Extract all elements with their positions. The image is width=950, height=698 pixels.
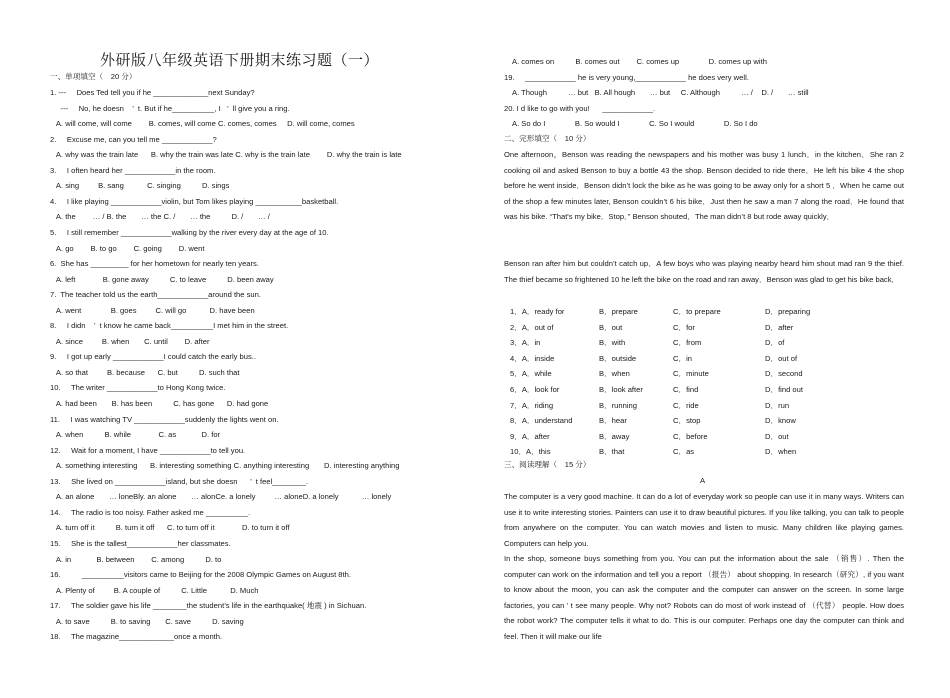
cloze-option: C．ride (673, 400, 699, 410)
cloze-option: B．that (599, 447, 625, 457)
cloze-paragraph-1: One afternoon，Benson was reading the newspapers and his mother was busy 1 lunch．in the kitchen．She ran 2 cooking oil and asked Benson to buy a bottle 43 the shop. Benson decided to ride there．He left his bike 4 the shop before he went inside．Benson didn’t lock the bike as he was going to be away only for a short 5 ．When he came out of the shop a few minutes later, Benson couldn’t 6 his bike．Just then he saw a man 7 along the road．He found that was his bike. “That's my bike．Stop．” Benson shouted．The man didn’t 8 but rode away quickly． (504, 150, 904, 222)
question-line: 1. --- Does Ted tell you if he _____________next Sunday? (50, 88, 255, 97)
question-line: 7. The teacher told us the earth____________around the sun. (50, 290, 261, 300)
cloze-option: B．look after (599, 385, 643, 394)
question-line: A. went B. goes C. will go D. have been (50, 305, 255, 315)
cloze-option: D．out (765, 431, 789, 441)
cloze-option: 3．A．in (510, 338, 541, 348)
cloze-option: C．before (673, 431, 708, 441)
cloze-paragraph-2: Benson ran after him but couldn’t catch up．A few boys who was playing nearby heard him shout mad ran 9 the thief. The thief became so frightened 10 he left the bike on the road and ran away．Benson was glad to get his bike back． (504, 259, 904, 284)
cloze-option: B．outside (599, 353, 637, 363)
page-title: 外研版八年级英语下册期末练习题（一） (100, 52, 380, 69)
cloze-option: B．hear (599, 416, 627, 426)
question-line: A. comes on B. comes out C. comes up D. comes up with (504, 57, 767, 66)
cloze-option: D．second (765, 369, 803, 379)
cloze-option: 4．A．inside (510, 353, 555, 363)
cloze-option: B．out (599, 322, 623, 332)
cloze-option: 9．A．after (510, 431, 550, 441)
question-line: A. to save B. to saving C. save D. saving (50, 616, 244, 626)
cloze-option: C．in (673, 353, 692, 363)
reading-heading: A (700, 476, 706, 485)
question-line: 12. Wait for a moment, I have ____________to tell you. (50, 445, 246, 455)
question-line: A. left B. gone away C. to leave D. been away (50, 274, 274, 284)
question-line: A. turn off it B. turn it off C. to turn off it D. to turn it off (50, 523, 290, 533)
question-line: 3. I often heard her ____________in the room. (50, 165, 216, 175)
question-line: A. Though … but B. All hough … but C. Although … / D. / … still (504, 88, 809, 98)
question-line: A. had been B. has been C. has gone D. had gone (50, 399, 269, 408)
cloze-option: 2．A．out of (510, 322, 554, 332)
question-line: A. since B. when C. until D. after (50, 336, 210, 346)
question-line: 5. I still remember ____________walking by the river every day at the age of 10. (50, 227, 329, 237)
question-line: 8. I didn ’ t know he came back__________I met him in the street. (50, 321, 289, 331)
question-line: 19. ____________ he is very young,____________ he does very well. (504, 72, 749, 82)
cloze-option: D．of (765, 338, 785, 348)
cloze-option: B．running (599, 400, 637, 410)
cloze-option: 10．A．this (510, 447, 551, 457)
cloze-option: C．minute (673, 369, 709, 379)
cloze-option: D．preparing (765, 307, 811, 316)
cloze-option: B．away (599, 431, 630, 441)
cloze-option: D．out of (765, 353, 798, 363)
cloze-option: 7．A．riding (510, 400, 554, 410)
question-line: 2. Excuse me, can you tell me ____________? (50, 134, 217, 144)
question-line: 18. The magazine_____________once a month. (50, 632, 223, 642)
cloze-option: C．find (673, 385, 699, 394)
question-line: 11. I was watching TV ____________suddenly the lights went on. (50, 414, 279, 424)
reading-paragraph-2: In the shop, someone buys something from you. You can put the information about the sale （销售）. Then the computer can work on the information and tell you a report （报告） about shopping. In research（研究）, if you want to know about the moon, you can ask the computer and the computer can answer on the screen. In some large factories, you can ’ t see many people. Why not? Robots can do most of work instead of （代替） people. How does the robot work? The computer tells it what to do. This is our computer. Perhaps one day the computer can think and feel. Then it will make our life (504, 554, 904, 641)
question-line: 20. I d like to go with you! ____________. (504, 103, 656, 113)
question-line: A. in B. between C. among D. to (50, 554, 222, 564)
question-line: A. sing B. sang C. singing D. sings (50, 181, 230, 191)
cloze-option: 8．A．understand (510, 416, 573, 426)
cloze-option: B．with (599, 338, 626, 348)
cloze-option: C．as (673, 447, 695, 457)
question-line: --- No, he doesn ’ t. But if he__________, I ’ ll give you a ring. (50, 103, 290, 113)
question-line: 4. I like playing ____________violin, but Tom likes playing ___________basketball. (50, 196, 339, 206)
question-line: 17. The soldier gave his life ________the student’s life in the earthquake( 地震 ) in Sichuan. (50, 601, 367, 611)
cloze-option: D．when (765, 447, 797, 457)
question-line: 9. I got up early ____________I could catch the early bus.. (50, 352, 257, 362)
section-heading-2: 二、完形填空（ 10 分） (504, 134, 591, 143)
cloze-option: D．after (765, 322, 794, 332)
cloze-option: 6．A．look for (510, 385, 560, 394)
question-line: A. Plenty of B. A couple of C. Little D. Much (50, 585, 259, 595)
cloze-option: D．find out (765, 385, 803, 394)
question-line: A. will come, will come B. comes, will come C. comes, comes D. will come, comes (50, 119, 355, 129)
cloze-option: C．stop (673, 416, 701, 426)
cloze-option: 5．A．while (510, 369, 552, 379)
question-line: 6. She has _________ for her hometown for nearly ten years. (50, 259, 259, 269)
question-line: 13. She lived on ____________island, but she doesn ’ t feel________. (50, 476, 309, 486)
question-line: A. an alone … loneBly. an alone … alonCe. a lonely … aloneD. a lonely … lonely (50, 492, 392, 502)
cloze-option: B．when (599, 369, 630, 379)
question-line: 10. The writer ____________to Hong Kong twice. (50, 383, 226, 393)
cloze-option: 1．A．ready for (510, 307, 565, 316)
question-line: 16. __________visitors came to Beijing for the 2008 Olympic Games on August 8th. (50, 570, 351, 580)
question-line: A. so that B. because C. but D. such that (50, 367, 240, 377)
cloze-option: D．know (765, 416, 796, 426)
question-line: A. the … / B. the … the C. / … the D. / … / (50, 212, 270, 222)
section-heading-3: 三、阅读理解（ 15 分） (504, 460, 591, 469)
question-line: A. why was the train late B. why the train was late C. why is the train late D. why the train is late (50, 150, 402, 160)
cloze-option: C．from (673, 338, 702, 348)
question-line: A. go B. to go C. going D. went (50, 243, 205, 253)
cloze-option: C．for (673, 322, 695, 332)
cloze-option: B．prepare (599, 307, 638, 316)
question-line: A. when B. while C. as D. for (50, 430, 221, 440)
cloze-option: C．to prepare (673, 307, 721, 316)
question-line: A. So do I B. So would I C. So I would D. So I do (504, 119, 758, 129)
question-line: A. something interesting B. interesting something C. anything interesting D. interesting anything (50, 461, 400, 471)
question-line: 15. She is the tallest____________her classmates. (50, 538, 231, 548)
question-line: 14. The radio is too noisy. Father asked me __________. (50, 507, 251, 517)
section-heading-1: 一、单项填空（ 20 分） (50, 72, 137, 81)
reading-paragraph-1: The computer is a very good machine. It can do a lot of everyday work so people can use it in many ways. Writers can use it to write interesting stories. Painters can use it to draw beautiful pictures. If you like talking, you can talk to people from anywhere on the computer. You can watch movies and listen to music. Many children like playing games. Computers can help you. (504, 492, 904, 548)
cloze-option: D．run (765, 400, 790, 410)
